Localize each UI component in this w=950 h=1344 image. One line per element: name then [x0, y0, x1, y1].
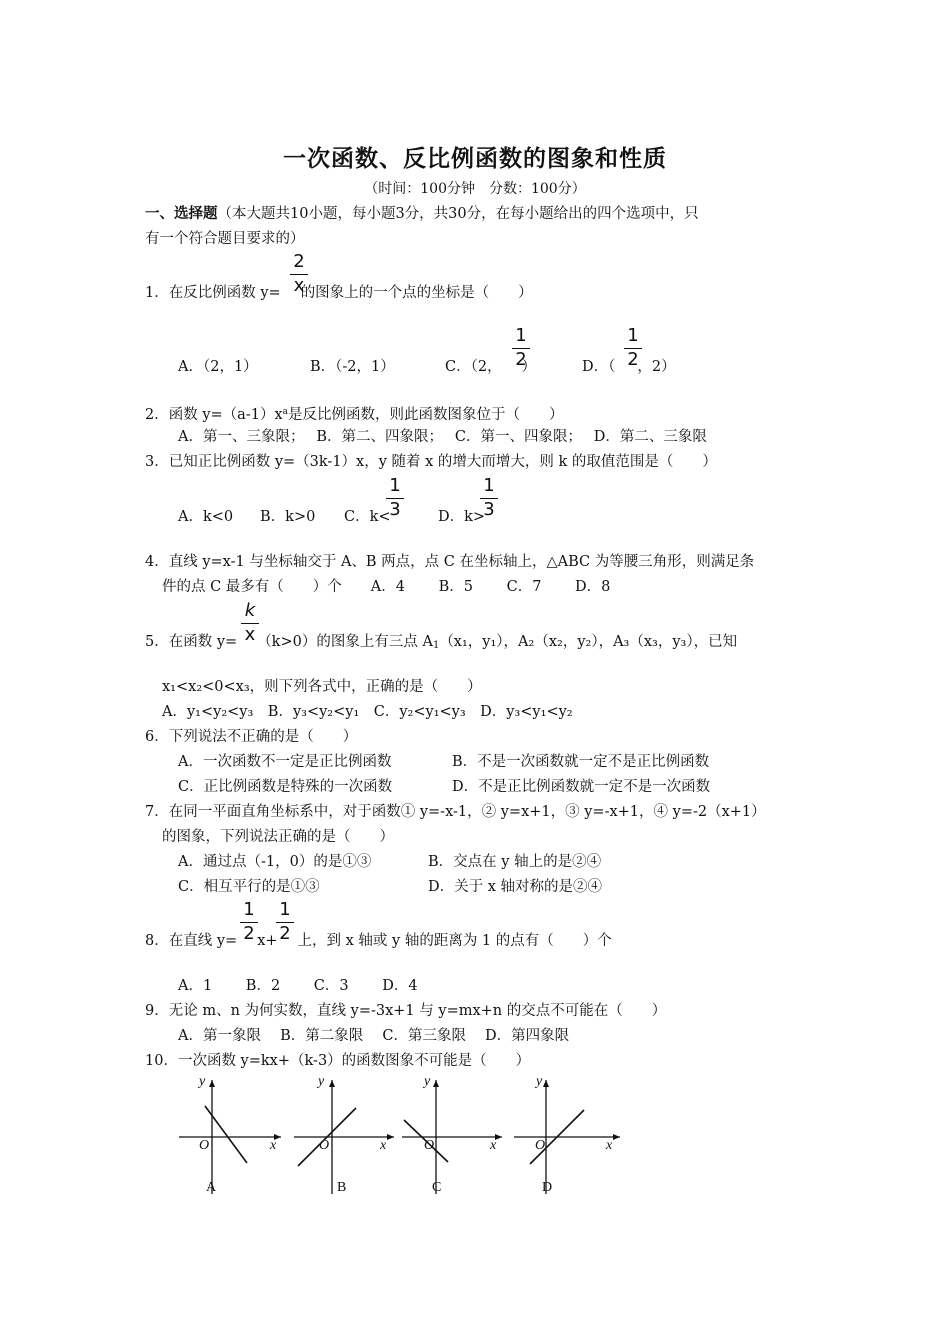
- q5-stem-post: （k>0）的图象上有三点 A: [257, 634, 433, 650]
- q1-optc-fraction: [512, 325, 530, 371]
- q7-option-c: C．相互平行的是①③: [178, 879, 320, 895]
- section-title: 一、选择题: [145, 205, 218, 222]
- section-desc-2: 有一个符合题目要求的）: [145, 231, 305, 247]
- q10-d-o: O: [535, 1138, 546, 1153]
- question-1: [145, 284, 533, 302]
- q7-option-d: D．关于 x 轴对称的是②④: [428, 879, 603, 895]
- q10-a-o: O: [199, 1138, 210, 1153]
- q8-options: A．1 B．2 C．3 D．4: [178, 978, 418, 994]
- q7-option-b: B．交点在 y 轴上的是②④: [428, 854, 602, 870]
- q3-optd-fraction: [480, 475, 498, 521]
- q8-frac1-den: 2: [243, 923, 255, 944]
- q1-optd-pre: D．（: [582, 359, 616, 375]
- q10-d-label: D: [542, 1180, 553, 1195]
- q10-a-label: A: [206, 1180, 217, 1195]
- q10-d-y: y: [536, 1074, 543, 1089]
- q1-optc-pre: C．（2，: [445, 359, 502, 375]
- question-4: 4．直线 y=x-1 与坐标轴交于 A、B 两点，点 C 在坐标轴上，△ABC 为等腰三角形，则满足条: [145, 554, 755, 570]
- q5-fraction: [241, 600, 259, 646]
- q10-a-x: x: [270, 1138, 277, 1153]
- q8-stem-pre: 8．在直线 y=: [145, 933, 238, 949]
- q10-a-y: y: [199, 1074, 206, 1089]
- q2-stem-post: 是反比例函数，则此函数图象位于（ ）: [288, 407, 564, 423]
- q10-b-y: y: [318, 1074, 325, 1089]
- q10-c-o: O: [424, 1138, 435, 1153]
- q8-frac2-num: 1: [276, 899, 294, 923]
- q3-optc-num: 1: [386, 475, 404, 499]
- section-desc: （本大题共10小题，每小题3分，共30分，在每小题给出的四个选项中，只: [217, 206, 699, 222]
- q5-points: （x₁，y₁），A₂（x₂，y₂），A₃（x₃，y₃），已知: [439, 634, 738, 650]
- q1-optd-num: 1: [624, 325, 642, 349]
- q5-line-2: x₁<x₂<0<x₃，则下列各式中，正确的是（ ）: [162, 679, 482, 695]
- q1-frac-num: 2: [290, 251, 308, 275]
- q8-frac1-num: 1: [240, 899, 258, 923]
- q10-graph-c: [398, 1072, 508, 1202]
- q6-option-a: A．一次函数不一定是正比例函数: [178, 754, 392, 770]
- q5-options: A．y₁<y₂<y₃ B．y₃<y₂<y₁ C．y₂<y₁<y₃ D．y₃<y₁<y₂: [162, 704, 573, 720]
- q7-option-a: A．通过点（-1，0）的是①③: [178, 854, 372, 870]
- q2-exponent: a: [282, 407, 288, 417]
- q9-options: A．第一象限 B．第二象限 C．第三象限 D．第四象限: [178, 1028, 570, 1044]
- q1-option-b: B．（-2，1）: [310, 359, 395, 375]
- q10-c-y: y: [424, 1074, 431, 1089]
- x-arrow: [613, 1134, 620, 1140]
- q3-optc-fraction: [386, 475, 404, 521]
- q1-frac-den: x: [293, 275, 305, 296]
- q8-stem-post: 上，到 x 轴或 y 轴的距离为 1 的点有（ ）个: [297, 933, 612, 949]
- q3-optd-den: 3: [483, 499, 495, 520]
- section-heading: [145, 205, 699, 223]
- q1-option-a: A．（2，1）: [178, 359, 258, 375]
- q10-b-x: x: [380, 1138, 387, 1153]
- q10-graph-d: [510, 1072, 625, 1202]
- q10-d-x: x: [606, 1138, 613, 1153]
- q5-a1-sub: 1: [432, 640, 440, 651]
- y-arrow: [209, 1080, 215, 1087]
- question-3: 3．已知正比例函数 y=（3k-1）x，y 随着 x 的增大而增大，则 k 的取值范围是（ ）: [145, 454, 717, 470]
- q1-fraction: [290, 251, 308, 297]
- q6-option-c: C．正比例函数是特殊的一次函数: [178, 779, 393, 795]
- q1-stem-pre: 1．在反比例函数 y=: [145, 285, 281, 301]
- q1-optc-num: 1: [512, 325, 530, 349]
- q1-stem-post: 的图象上的一个点的坐标是（ ）: [300, 285, 533, 301]
- q5-frac-den: x: [244, 624, 256, 645]
- q1-optd-den: 2: [627, 349, 639, 370]
- q2-options: A．第一、三象限； B．第二、四象限； C．第一、四象限； D．第二、三象限: [178, 429, 707, 445]
- q8-fraction-2: [276, 899, 294, 945]
- question-8: [145, 932, 612, 950]
- q10-graph-a: [175, 1072, 285, 1202]
- q10-b-o: O: [319, 1138, 330, 1153]
- page-subtitle: （时间：100分钟 分数：100分）: [364, 181, 586, 197]
- q3-option-b: B．k>0: [260, 509, 316, 525]
- question-7: 7．在同一平面直角坐标系中，对于函数① y=-x-1，② y=x+1，③ y=-x+1，④ y=-2（x+1）: [145, 804, 766, 820]
- q6-option-d: D．不是正比例函数就一定不是一次函数: [452, 779, 711, 795]
- q6-option-b: B．不是一次函数就一定不是正比例函数: [452, 754, 710, 770]
- q10-c-label: C: [432, 1180, 442, 1195]
- q1-optd-post: ，2）: [637, 359, 676, 375]
- x-arrow: [387, 1134, 394, 1140]
- q10-c-x: x: [490, 1138, 497, 1153]
- question-10: 10．一次函数 y=kx+（k-3）的函数图象不可能是（ ）: [145, 1053, 531, 1069]
- q8-fraction-1: [240, 899, 258, 945]
- question-6: 6．下列说法不正确的是（ ）: [145, 729, 358, 745]
- q2-stem-pre: 2．函数 y=（a-1）x: [145, 407, 283, 423]
- q5-frac-num: k: [241, 600, 259, 624]
- q7-line-2: 的图象，下列说法正确的是（ ）: [162, 829, 394, 845]
- q3-option-d: D．k>: [438, 509, 486, 525]
- q4-line-2: 件的点 C 最多有（ ）个 A．4 B．5 C．7 D．8: [162, 579, 611, 595]
- question-5: [145, 633, 737, 655]
- q5-stem-pre: 5．在函数 y=: [145, 634, 238, 650]
- y-arrow: [329, 1080, 335, 1087]
- y-arrow: [433, 1080, 439, 1087]
- q1-optc-den: 2: [515, 349, 527, 370]
- y-arrow: [543, 1080, 549, 1087]
- q10-b-label: B: [337, 1180, 347, 1195]
- q3-option-a: A．k<0: [178, 509, 234, 525]
- q3-optc-den: 3: [389, 499, 401, 520]
- q3-optd-num: 1: [480, 475, 498, 499]
- q1-optc-post: ）: [521, 359, 537, 375]
- q8-stem-mid: x+: [257, 933, 278, 949]
- q3-option-c: C．k<: [344, 509, 391, 525]
- q1-optd-fraction: [624, 325, 642, 371]
- question-9: 9．无论 m、n 为何实数，直线 y=-3x+1 与 y=mx+n 的交点不可能在（ ）: [145, 1003, 667, 1019]
- page-title: 一次函数、反比例函数的图象和性质: [283, 146, 667, 172]
- question-2: [145, 403, 564, 424]
- q8-frac2-den: 2: [279, 923, 291, 944]
- function-line: [205, 1106, 247, 1163]
